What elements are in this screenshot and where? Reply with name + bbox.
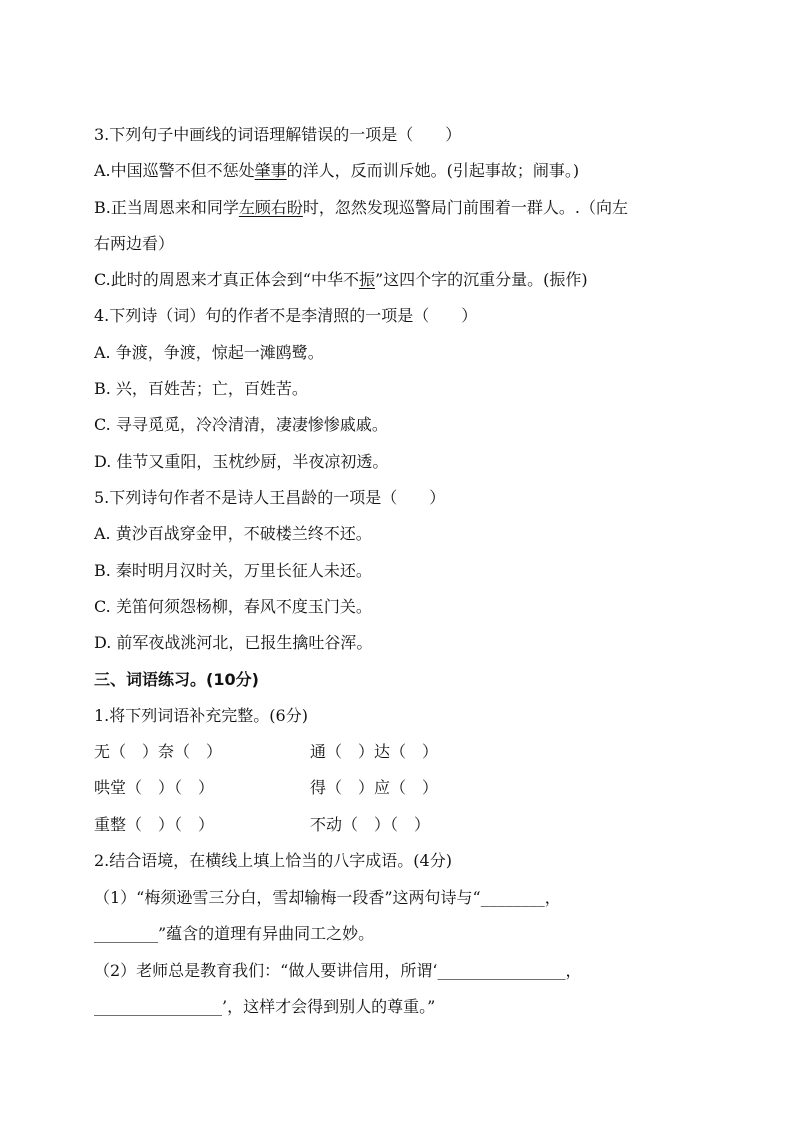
q3-option-b-continued: 右两边看）: [94, 234, 175, 253]
s3-q1-stem: 1.将下列词语补充完整。(6分): [94, 706, 308, 725]
q3-stem: 3.下列句子中画线的词语理解错误的一项是（ ）: [94, 125, 462, 144]
q4-option-d: D. 佳节又重阳，玉枕纱厨，半夜凉初透。: [94, 452, 389, 471]
q4-option-b: B. 兴，百姓苦；亡，百姓苦。: [94, 379, 308, 398]
s3-q2-part1-line2: ________”蕴含的道理有异曲同工之妙。: [94, 924, 375, 943]
q3-a-underlined: 肇事: [254, 161, 287, 180]
q3-c-post: ”这四个字的沉重分量。(振作): [374, 270, 588, 289]
q3-option-c: [94, 269, 588, 291]
q3-a-pre: A.中国巡警不但不惩处: [94, 161, 255, 180]
s3-q1-row2-left: 哄堂（ ）（ ）: [94, 778, 215, 797]
q4-stem: 4.下列诗（词）句的作者不是李清照的一项是（ ）: [94, 306, 478, 325]
q4-option-c: C. 寻寻觅觅，冷冷清清，凄凄惨惨戚戚。: [94, 415, 388, 434]
q3-c-underlined: 振: [358, 270, 375, 289]
s3-q2-stem: 2.结合语境，在横线上填上恰当的八字成语。(4分): [94, 851, 452, 870]
s3-q1-row1-right: 通（ ）达（ ）: [310, 742, 439, 761]
q3-a-post: 的洋人，反而训斥她。(引起事故；闹事。): [286, 161, 580, 180]
s3-q2-part2-line2: ________________’，这样才会得到别人的尊重。”: [94, 997, 436, 1016]
s3-q1-row3-right: 不动（ ）（ ）: [310, 815, 431, 834]
q5-option-b: B. 秦时明月汉时关，万里长征人未还。: [94, 561, 372, 580]
q3-c-pre: C.此时的周恩来才真正体会到“中华不: [94, 270, 359, 289]
s3-q1-row2-right: 得（ ）应（ ）: [310, 778, 439, 797]
q3-b-pre: B.正当周恩来和同学: [94, 198, 239, 217]
s3-q2-part1-line1: （1）“梅须逊雪三分白，雪却输梅一段香”这两句诗与“________，: [94, 888, 561, 907]
q5-stem: 5.下列诗句作者不是诗人王昌龄的一项是（ ）: [94, 488, 446, 507]
q4-option-a: A. 争渡，争渡，惊起一滩鸥鹭。: [94, 343, 324, 362]
q3-b-underlined: 左顾右盼: [238, 198, 303, 217]
q5-option-d: D. 前军夜战洮河北，已报生擒吐谷浑。: [94, 633, 373, 652]
q5-option-a: A. 黄沙百战穿金甲，不破楼兰终不还。: [94, 524, 372, 543]
s3-q1-row3-left: 重整（ ）（ ）: [94, 815, 215, 834]
section3-heading: 三、词语练习。(10分): [94, 670, 259, 689]
s3-q2-part2-line1: （2）老师总是教育我们：“做人要讲信用，所谓‘________________，: [94, 961, 582, 980]
q3-option-b: [94, 197, 628, 219]
q3-option-a: [94, 160, 579, 182]
q3-b-post: 时，忽然发现巡警局门前围着一群人。.（向左: [302, 198, 628, 217]
q5-option-c: C. 羌笛何须怨杨柳，春风不度玉门关。: [94, 597, 372, 616]
s3-q1-row1-left: 无（ ）奈（ ）: [94, 742, 223, 761]
